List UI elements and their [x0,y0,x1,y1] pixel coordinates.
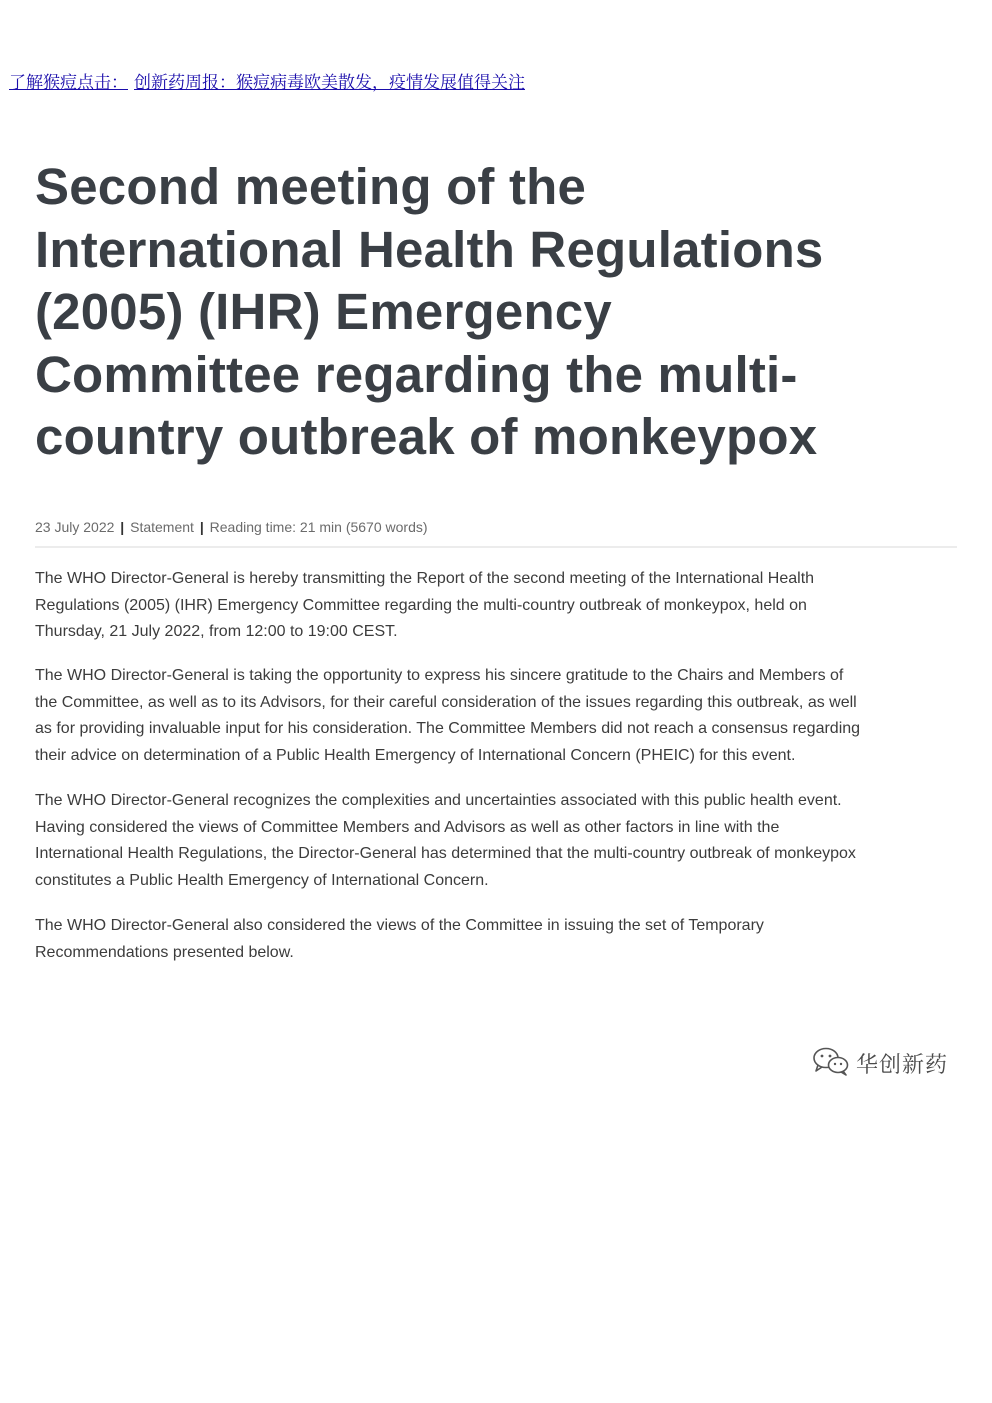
body-paragraph [35,788,960,895]
top-article-link[interactable] [9,71,525,95]
article-type: Statement [130,519,194,535]
wechat-icon [812,1046,850,1081]
article-title [35,156,935,469]
paragraph-line: The WHO Director-General is taking the opportunity to express his sincere gratitude to the Chairs and Members of [35,667,844,684]
meta-separator: | [120,519,125,535]
title-line: International Health Regulations [35,220,824,278]
paragraph-line: Thursday, 21 July 2022, from 12:00 to 19:00 CEST. [35,623,398,641]
paragraph-line: their advice on determination of a Public Health Emergency of International Concern (PHEIC) for this event. [35,747,796,765]
paragraph-line: The WHO Director-General is hereby transmitting the Report of the second meeting of the International Health [35,570,815,587]
wechat-watermark [812,1045,948,1081]
body-paragraph [35,913,960,966]
title-line: Committee regarding the multi- [35,345,798,403]
article-meta [35,517,428,537]
article-date: 23 July 2022 [35,519,115,535]
paragraph-line: The WHO Director-General also considered the views of the Committee in issuing the set of Temporary [35,917,764,934]
paragraph-line: The WHO Director-General recognizes the complexities and uncertainties associated with this public health event. [35,792,842,809]
meta-separator: | [199,519,204,535]
body-paragraph [35,566,960,646]
watermark-text: 华创新药 [856,1052,949,1078]
title-line: country outbreak of monkeypox [35,408,818,465]
reading-time: Reading time: 21 min (5670 words) [209,519,428,535]
top-link-title[interactable]: 创新药周报：猴痘病毒欧美散发，疫情发展值得关注 [134,73,525,93]
paragraph-line: International Health Regulations, the Director-General has determined that the multi-country outbreak of monkeypox [35,845,856,863]
title-line: (2005) (IHR) Emergency [35,283,612,340]
paragraph-line: the Committee, as well as to its Advisors, for their careful consideration of the issues regarding this outbreak, as well [35,693,857,711]
paragraph-line: Recommendations presented below. [35,943,294,961]
meta-divider [35,546,957,548]
title-line: Second meeting of the [35,158,587,215]
paragraph-line: constitutes a Public Health Emergency of International Concern. [35,872,489,890]
paragraph-line: Regulations (2005) (IHR) Emergency Committee regarding the multi-country outbreak of monkeypox, held on [35,596,807,614]
paragraph-line: Having considered the views of Committee Members and Advisors as well as other factors in line with the [35,818,780,836]
body-paragraph [35,663,960,770]
top-link-prefix[interactable]: 了解猴痘点击： [9,73,128,93]
paragraph-line: as for providing invaluable input for his consideration. The Committee Members did not reach a consensus regarding [35,720,861,738]
